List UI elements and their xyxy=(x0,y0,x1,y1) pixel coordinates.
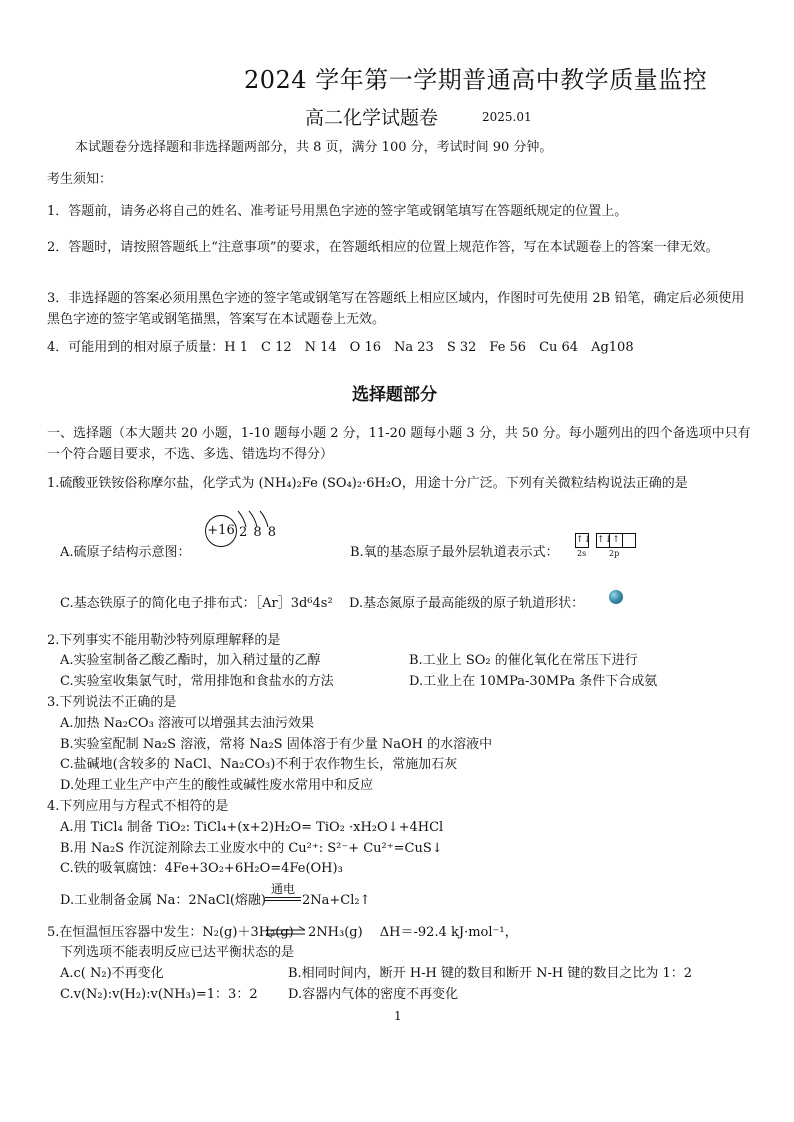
q2-option-d: D.工业上在 10MPa-30MPa 条件下合成氨 xyxy=(409,674,658,689)
q1-option-b: B.氧的基态原子最外层轨道表示式： xyxy=(350,545,559,560)
orbital-2s-label: 2s xyxy=(577,549,587,558)
q1-option-c: C.基态铁原子的简化电子排布式：［Ar］3d⁶4s² xyxy=(60,596,333,611)
orbital-2p-label: 2p xyxy=(609,549,620,558)
notice-1: 1．答题前，请务必将自己的姓名、准考证号用黑色字迹的签字笔或钢笔填写在答题纸规定的位置上。 xyxy=(47,204,628,219)
q4-option-a: A.用 TiCl₄ 制备 TiO₂: TiCl₄+(x+2)H₂O= TiO₂ ·xH₂O↓+4HCl xyxy=(60,820,444,835)
page-title: 2024 学年第一学期普通高中教学质量监控 xyxy=(244,66,708,94)
q5-stem-2: 下列选项不能表明反应已达平衡状态的是 xyxy=(60,945,295,960)
q4-option-d-left: D.工业制备金属 Na：2NaCl(熔融) xyxy=(60,893,266,908)
section-intro: 一、选择题（本大题共 20 小题，1-10 题每小题 2 分，11-20 题每小题 3 分，共 50 分。每小题列出的四个备选项中只有一个符合题目要求，不选、多选、错选均不得分） xyxy=(47,426,751,462)
paper-date: 2025.01 xyxy=(482,110,532,124)
section-title: 选择题部分 xyxy=(352,385,437,405)
q5-stem-right: 2NH₃(g) ΔH＝-92.4 kJ·mol⁻¹， xyxy=(308,925,518,940)
q4-option-d-right: 2Na+Cl₂↑ xyxy=(302,893,371,908)
orbital-2p-box-1: ↑↓ xyxy=(596,533,610,548)
electron-shell-counts: 2 8 8 xyxy=(239,525,278,540)
electrolysis-condition xyxy=(265,883,301,901)
q5-option-d: D.容器内气体的密度不再变化 xyxy=(288,987,459,1002)
q1-option-d: D.基态氮原子最高能级的原子轨道形状： xyxy=(349,596,585,611)
nucleus-circle: +16 xyxy=(205,515,237,547)
paper-subtitle: 高二化学试题卷 xyxy=(305,107,439,129)
q3-option-d: D.处理工业生产中产生的酸性或碱性废水常用中和反应 xyxy=(60,778,374,793)
q3-option-b: B.实验室配制 Na₂S 溶液，常将 Na₂S 固体溶于有少量 NaOH 的水溶液中 xyxy=(60,737,493,752)
p-orbital-sphere-icon xyxy=(609,590,623,604)
orbital-2p-box-3 xyxy=(622,533,636,548)
intro-text: 本试题卷分选择题和非选择题两部分，共 8 页，满分 100 分，考试时间 90 分钟。 xyxy=(75,140,553,155)
q1-stem: 1.硫酸亚铁铵俗称摩尔盐，化学式为 (NH₄)₂Fe (SO₄)₂·6H₂O，用途十分广泛。下列有关微粒结构说法正确的是 xyxy=(47,476,688,491)
notice-4: 4．可能用到的相对原子质量：H 1 C 12 N 14 O 16 Na 23 S 32 Fe 56 Cu 64 Ag108 xyxy=(47,340,634,355)
condition-label: 通电 xyxy=(270,882,295,896)
q1-option-a: A.硫原子结构示意图： xyxy=(60,545,191,560)
notice-title: 考生须知： xyxy=(47,172,113,187)
page-number: 1 xyxy=(394,1009,402,1023)
q4-option-b: B.用 Na₂S 作沉淀剂除去工业废水中的 Cu²⁺: S²⁻+ Cu²⁺=CuS↓ xyxy=(60,841,443,856)
orbital-2s-box: ↑↓ xyxy=(575,533,589,548)
q4-stem: 4.下列应用与方程式不相符的是 xyxy=(47,799,229,814)
q3-option-c: C.盐碱地(含较多的 NaCl、Na₂CO₃)不利于农作物生长，常施加石灰 xyxy=(60,757,458,772)
q5-option-a: A.c( N₂)不再变化 xyxy=(60,966,164,981)
q3-stem: 3.下列说法不正确的是 xyxy=(47,695,177,710)
q4-option-c: C.铁的吸氧腐蚀：4Fe+3O₂+6H₂O=4Fe(OH)₃ xyxy=(60,861,343,876)
notice-2: 2．答题时，请按照答题纸上“注意事项”的要求，在答题纸相应的位置上规范作答，写在本试题卷上的答案一律无效。 xyxy=(47,240,719,255)
q2-option-b: B.工业上 SO₂ 的催化氧化在常压下进行 xyxy=(409,653,638,668)
q2-stem: 2.下列事实不能用勒沙特列原理解释的是 xyxy=(47,633,281,648)
equilibrium-arrow-icon xyxy=(265,926,307,938)
double-line-arrow xyxy=(265,897,301,901)
q5-option-b: B.相同时间内，断开 H-H 键的数目和断开 N-H 键的数目之比为 1：2 xyxy=(288,966,693,981)
q5-stem-left: 5.在恒温恒压容器中发生：N₂(g)＋3H₂(g) xyxy=(47,925,294,940)
notice-3: 3．非选择题的答案必须用黑色字迹的签字笔或钢笔写在答题纸上相应区域内，作图时可先使用 2B 铅笔，确定后必须使用黑色字迹的签字笔或钢笔描黑，答案写在本试题卷上无效。 xyxy=(47,291,745,327)
q3-option-a: A.加热 Na₂CO₃ 溶液可以增强其去油污效果 xyxy=(60,716,314,731)
q5-option-c: C.v(N₂):v(H₂):v(NH₃)=1：3：2 xyxy=(60,987,258,1002)
orbital-2p-box-2: ↑ xyxy=(609,533,623,548)
q2-option-c: C.实验室收集氯气时，常用排饱和食盐水的方法 xyxy=(60,674,334,689)
q2-option-a: A.实验室制备乙酸乙酯时，加入稍过量的乙醇 xyxy=(60,653,321,668)
